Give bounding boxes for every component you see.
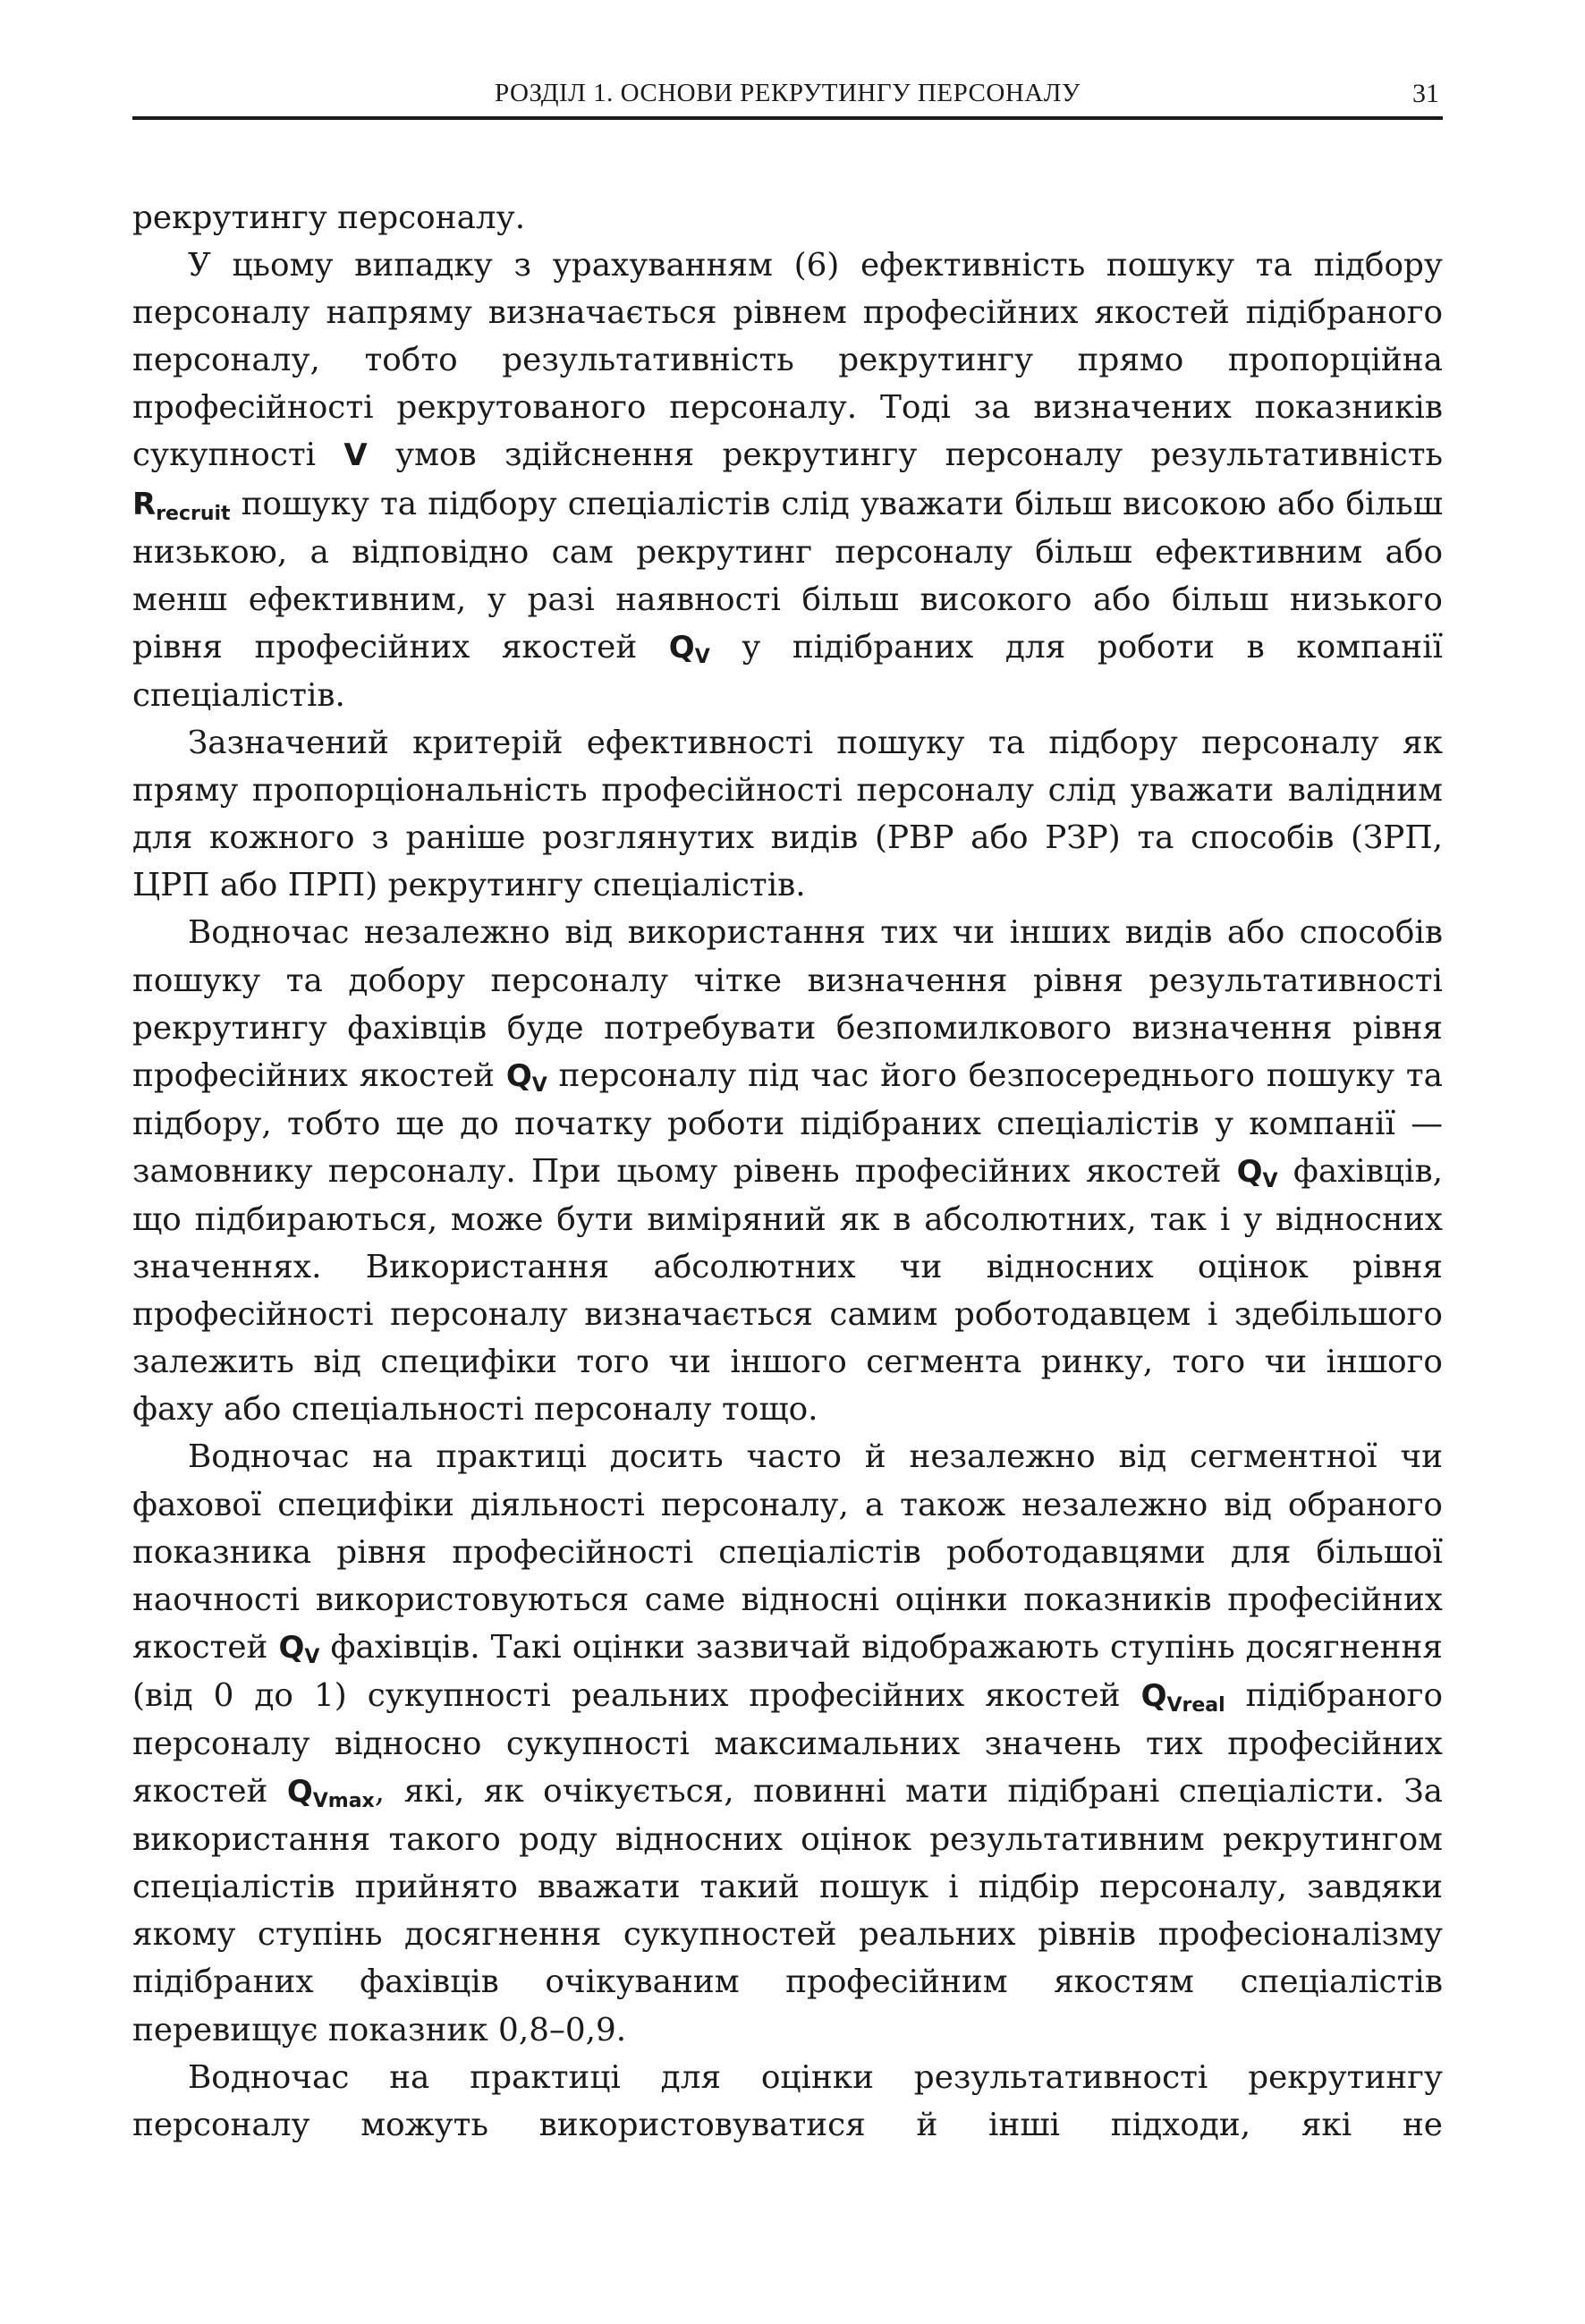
symbol-q-v bbox=[669, 630, 710, 666]
paragraph-criterion bbox=[132, 719, 1443, 909]
symbol-subscript-vreal: Vreal bbox=[1166, 1693, 1225, 1717]
symbol-q: Q bbox=[1140, 1677, 1167, 1714]
symbol-r: R bbox=[132, 486, 157, 522]
paragraph-text: у підібраних для роботи в компанії спеціалістів. bbox=[132, 628, 1443, 714]
symbol-v: V bbox=[343, 437, 368, 474]
symbol-q: Q bbox=[1236, 1153, 1263, 1190]
symbol-q-v bbox=[278, 1630, 319, 1666]
paragraph-text: підібраного персоналу відносно сукупності максимальних значень тих професійних якостей bbox=[132, 1676, 1443, 1811]
symbol-subscript-recruit: recruit bbox=[156, 502, 231, 525]
symbol-q-v bbox=[1237, 1154, 1278, 1190]
paragraph-other-approaches bbox=[132, 2054, 1443, 2149]
symbol-subscript-v: V bbox=[694, 645, 710, 668]
paragraph-text: рекрутингу персоналу. bbox=[132, 199, 526, 236]
running-title: РОЗДІЛ 1. ОСНОВИ РЕКРУТИНГУ ПЕРСОНАЛУ bbox=[495, 79, 1081, 107]
running-header bbox=[132, 77, 1443, 120]
paragraph-efficiency-definition bbox=[132, 242, 1443, 719]
book-page bbox=[132, 0, 1443, 2324]
paragraph-text: Водночас на практиці для оцінки результативності рекрутингу персоналу можуть використовуватися й інші підходи, які не bbox=[132, 2058, 1443, 2143]
paragraph-text: фахівців. Такі оцінки зазвичай відображають ступінь досягнення (від 0 до 1) сукупності реальних професійних якостей bbox=[132, 1628, 1443, 1714]
paragraph-text: , які, як очікується, повинні мати підібрані спеціалісти. За використання такого роду відносних оцінок результативним рекрутингом спеціалістів прийнято вважати такий пошук і підбір персоналу, завдяки якому ступінь досягнення сукупностей реальних рівнів професіоналізму підібраних фахівців очікуваним професійним якостям спеціалістів перевищує показник 0,8–0,9. bbox=[132, 1773, 1443, 2048]
symbol-q-vmax bbox=[286, 1774, 375, 1813]
symbol-r-recruit bbox=[132, 486, 231, 525]
paragraph-text: персоналу під час його безпосереднього пошуку та підбору, тобто ще до початку роботи підібраних спеціалістів у компанії — замовнику персоналу. При цьому рівень професійних якостей bbox=[132, 1056, 1444, 1190]
body-text bbox=[132, 194, 1443, 2149]
symbol-q: Q bbox=[286, 1774, 313, 1811]
symbol-q-vreal bbox=[1140, 1677, 1225, 1717]
paragraph-text: Водночас незалежно від використання тих чи інших видів або способів пошуку та добору персоналу чітке визначення рівня результативності рекрутингу фахівців буде потребувати безпомилкового визначення рівня професійних якостей bbox=[132, 914, 1443, 1094]
symbol-q: Q bbox=[278, 1629, 305, 1666]
paragraph-measurement bbox=[132, 909, 1443, 1433]
paragraph-text: Водночас на практиці досить часто й незалежно від сегментної чи фахової специфіки діяльності персоналу, а також незалежно від обраного показника рівня професійності спеціалістів роботодавцями для більшої наочності використовуються саме відносні оцінки показників професійних якостей bbox=[132, 1438, 1443, 1666]
paragraph-text: Зазначений критерій ефективності пошуку та підбору персоналу як пряму пропорціональність професійності персоналу слід уважати валідним для кожного з раніше розглянутих видів (РВР або РЗР) та способів (ЗРП, ЦРП або ПРП) рекрутингу спеціалістів. bbox=[132, 725, 1443, 904]
symbol-q-v bbox=[505, 1057, 547, 1097]
paragraph-text: фахівців, що підбираються, може бути виміряний як в абсолютних, так і у відносних значеннях. Використання абсолютних чи відносних оцінок рівня професійності персоналу визначається самим роботодавцем і здебільшого залежить від специфіки того чи іншого сегмента ринку, того чи іншого фаху або спеціальності персоналу тощо. bbox=[132, 1152, 1444, 1429]
symbol-subscript-vmax: Vmax bbox=[312, 1790, 375, 1813]
paragraph-continuation bbox=[132, 194, 1443, 242]
symbol-q: Q bbox=[505, 1057, 532, 1094]
paragraph-relative-estimates bbox=[132, 1433, 1443, 2053]
symbol-subscript-v: V bbox=[531, 1073, 547, 1097]
symbol-q: Q bbox=[668, 629, 695, 666]
paragraph-text: пошуку та підбору спеціалістів слід уважати більш високою або більш низькою, а відповідно сам рекрутинг персоналу більш ефективним або менш ефективним, у разі наявності більш високого або більш низького рівня професійних якостей bbox=[132, 485, 1443, 666]
page-number: 31 bbox=[1412, 79, 1439, 108]
symbol-subscript-v: V bbox=[1262, 1169, 1278, 1192]
paragraph-text: У цьому випадку з урахуванням (6) ефективність пошуку та підбору персоналу напряму визначається рівнем професійних якостей підібраного персоналу, тобто результативність рекрутингу прямо пропорційна професійності рекрутованого персоналу. Тоді за визначених показників сукупності bbox=[132, 247, 1443, 474]
symbol-subscript-v: V bbox=[304, 1645, 320, 1668]
paragraph-text: умов здійснення рекрутингу персоналу результативність bbox=[367, 437, 1443, 474]
